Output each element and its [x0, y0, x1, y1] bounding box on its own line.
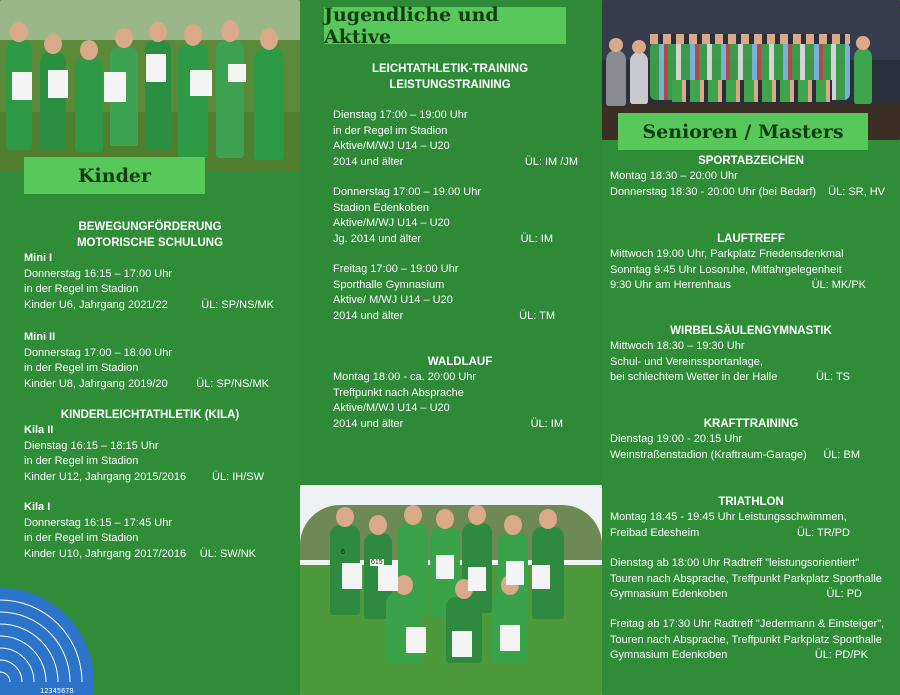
wirbel-heading: WIRBELSÄULENGYMNASTIK — [670, 325, 832, 337]
jugend-team-photo — [300, 485, 602, 695]
jugend-block3-line: Freitag 17:00 – 19:00 Uhr — [333, 263, 459, 275]
kila1-trainer: ÜL: SW/NK — [199, 547, 256, 560]
kila1-title: Kila I — [24, 501, 51, 513]
kinder-group-photo — [0, 0, 300, 172]
jugend-block3 — [333, 262, 555, 324]
triathlon-heading: TRIATHLON — [718, 496, 784, 508]
bib-number: 6 — [341, 549, 345, 556]
triathlon-line: Touren nach Absprache, Treffpunkt Parkplatz Sporthalle — [610, 572, 882, 585]
lauftreff-trainer: ÜL: MK/PK — [811, 279, 866, 291]
mini1-block — [24, 251, 274, 313]
lauftreff-block — [610, 247, 866, 294]
triathlon-block3 — [610, 617, 890, 664]
jugend-block1-line: Aktive/M/WJ U14 – U20 — [333, 140, 450, 152]
waldlauf-line: Montag 18:00 - ca. 20:00 Uhr — [333, 371, 477, 383]
kraft-line: Weinstraßenstadion (Kraftraum-Garage) — [610, 448, 807, 461]
jugend-block2-year: Jg. 2014 und älter — [333, 232, 422, 245]
kila2-group: Kinder U12, Jahrgang 2015/2016 — [24, 470, 187, 483]
track-lane-numbers: 12345678 — [40, 687, 74, 695]
mini2-title: Mini II — [24, 331, 56, 343]
mini2-line: in der Regel im Stadion — [24, 362, 139, 374]
jugend-block1-trainer: ÜL: IM /JM — [524, 155, 578, 168]
mini1-group: Kinder U6, Jahrgang 2021/22 — [24, 298, 168, 311]
waldlauf-year: 2014 und älter — [333, 417, 404, 430]
triathlon-line: Gymnasium Edenkoben — [610, 649, 728, 661]
running-track-graphic — [0, 582, 100, 695]
jugend-heading-line1: LEICHTATHLETIK-TRAINING — [371, 63, 529, 75]
kila2-title: Kila II — [24, 424, 54, 436]
mini2-block — [24, 330, 269, 392]
lauftreff-line: 9:30 Uhr am Herrenhaus — [610, 279, 732, 291]
bib-number: 615 — [371, 559, 383, 566]
kila1-line: Donnerstag 16:15 – 17:45 Uhr — [24, 516, 172, 529]
kila1-group: Kinder U10, Jahrgang 2017/2016 — [24, 547, 187, 560]
mini2-group: Kinder U8, Jahrgang 2019/20 — [24, 377, 168, 390]
sportabzeichen-trainer: ÜL: SR, HV — [828, 185, 885, 198]
sportabzeichen-line: Montag 18:30 – 20:00 Uhr — [610, 170, 738, 182]
kinder-heading-line2: MOTORISCHE SCHULUNG — [76, 237, 224, 249]
kila-heading: KINDERLEICHTATHLETIK (KILA) — [60, 409, 240, 421]
triathlon-line: Freitag ab 17:30 Uhr Radtreff "Jedermann & Einsteiger", — [610, 618, 885, 630]
kinder-column — [0, 0, 300, 695]
wirbel-trainer: ÜL: TS — [815, 371, 850, 383]
jugend-block3-line: Aktive/ M/WJ U14 – U20 — [333, 294, 453, 306]
jugend-block1 — [333, 108, 578, 170]
mini2-line: Donnerstag 17:00 – 18:00 Uhr — [24, 346, 172, 359]
kinder-heading — [0, 219, 300, 251]
kinder-banner: Kinder — [24, 157, 205, 194]
jugend-block3-trainer: ÜL: TM — [519, 309, 555, 322]
kila2-block — [24, 423, 264, 485]
sportabzeichen-heading: SPORTABZEICHEN — [698, 155, 804, 167]
kila2-line: in der Regel im Stadion — [24, 455, 139, 467]
wirbel-block — [610, 339, 850, 386]
lauftreff-heading: LAUFTREFF — [717, 233, 785, 245]
mini2-trainer: ÜL: SP/NS/MK — [196, 377, 269, 390]
kinder-heading-line1: BEWEGUNGFÖRDERUNG — [78, 221, 222, 233]
mini1-trainer: ÜL: SP/NS/MK — [201, 298, 274, 311]
waldlauf-block — [333, 370, 563, 432]
waldlauf-line: Aktive/M/WJ U14 – U20 — [333, 402, 450, 414]
triathlon-line: Gymnasium Edenkoben — [610, 588, 728, 600]
jugend-block2 — [333, 185, 553, 247]
triathlon-line: Montag 18:45 - 19:45 Uhr Leistungsschwimmen, — [610, 511, 847, 523]
wirbel-line: Mittwoch 18:30 – 19:30 Uhr — [610, 340, 745, 352]
lauftreff-line: Sonntag 9:45 Uhr Losoruhe, Mitfahrgelegenheit — [610, 263, 842, 276]
triathlon-trainer: ÜL: PD — [826, 588, 862, 600]
jugend-block2-line: Stadion Edenkoben — [333, 201, 430, 214]
jugend-heading-line2: LEISTUNGSTRAINING — [389, 79, 511, 91]
kila1-line: in der Regel im Stadion — [24, 532, 139, 544]
kraft-trainer: ÜL: BM — [823, 448, 860, 461]
jugend-column — [300, 0, 602, 695]
jugend-block2-line: Donnerstag 17:00 – 19:00 Uhr — [333, 186, 481, 198]
jugend-block2-line: Aktive/M/WJ U14 – U20 — [333, 217, 450, 229]
waldlauf-heading: WALDLAUF — [427, 356, 493, 368]
jugend-block1-year: 2014 und älter — [333, 155, 404, 168]
triathlon-block1 — [610, 510, 850, 541]
triathlon-line: Freibad Edesheim — [610, 526, 700, 539]
jugend-block1-line: Dienstag 17:00 – 19:00 Uhr — [333, 109, 468, 121]
kila2-line: Dienstag 16:15 – 18:15 Uhr — [24, 439, 159, 452]
jugend-block1-line: in der Regel im Stadion — [333, 124, 448, 137]
waldlauf-line: Treffpunkt nach Absprache — [333, 386, 464, 399]
kraft-block — [610, 432, 860, 463]
wirbel-line: Schul- und Vereinssportanlage, — [610, 355, 763, 368]
kila1-block — [24, 500, 256, 562]
kraft-heading: KRAFTTRAINING — [703, 418, 799, 430]
senioren-column — [602, 0, 900, 695]
jugend-block3-year: 2014 und älter — [333, 309, 404, 322]
triathlon-block2 — [610, 556, 890, 603]
waldlauf-trainer: ÜL: IM — [530, 417, 563, 430]
triathlon-line: Dienstag ab 18:00 Uhr Radtreff "leistungsorientiert" — [610, 557, 860, 569]
wirbel-line: bei schlechtem Wetter in der Halle — [610, 371, 778, 383]
triathlon-trainer: ÜL: TR/PD — [797, 526, 850, 539]
triathlon-trainer: ÜL: PD/PK — [814, 649, 868, 661]
kraft-line: Dienstag 19:00 - 20:15 Uhr — [610, 433, 743, 445]
kila2-trainer: ÜL: IH/SW — [212, 470, 264, 483]
jugend-banner: Jugendliche und Aktive — [324, 7, 566, 44]
jugend-block3-line: Sporthalle Gymnasium — [333, 278, 445, 291]
mini1-line: Donnerstag 16:15 – 17:00 Uhr — [24, 267, 172, 280]
triathlon-line: Touren nach Absprache, Treffpunkt Parkplatz Sporthalle — [610, 633, 882, 646]
jugend-block2-trainer: ÜL: IM — [520, 232, 553, 245]
sportabzeichen-block — [610, 169, 885, 200]
mini1-title: Mini I — [24, 252, 53, 264]
sportabzeichen-line: Donnerstag 18:30 - 20:00 Uhr (bei Bedarf) — [610, 185, 817, 198]
jugend-heading — [300, 61, 600, 93]
lauftreff-line: Mittwoch 19:00 Uhr, Parkplatz Friedensdenkmal — [610, 248, 844, 260]
mini1-line: in der Regel im Stadion — [24, 283, 139, 295]
senioren-banner: Senioren / Masters — [618, 113, 868, 150]
